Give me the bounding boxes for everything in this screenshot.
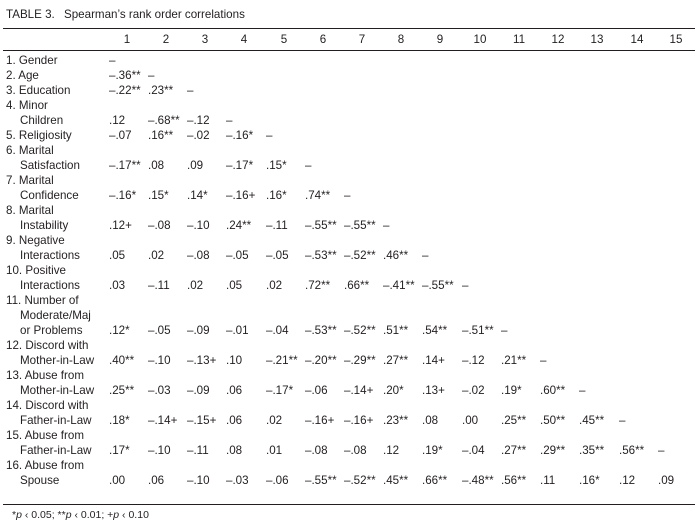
cell-r14-c9: .08	[422, 414, 439, 427]
cell-r13-c13: –	[579, 384, 586, 397]
cell-r13-c7: –.14+	[344, 384, 374, 397]
cell-r7-c5: .16*	[266, 189, 287, 202]
cell-r12-c5: –.21**	[266, 354, 298, 367]
row-label-5: 5. Religiosity	[6, 129, 72, 142]
cell-r16-c13: .16*	[579, 474, 600, 487]
cell-r11-c7: –.52**	[344, 324, 376, 337]
cell-r9-c4: –.05	[226, 249, 249, 262]
cell-r9-c2: .02	[148, 249, 165, 262]
table-caption	[6, 8, 245, 21]
cell-r9-c5: –.05	[266, 249, 289, 262]
cell-r15-c1: .17*	[109, 444, 130, 457]
row-label-3: 3. Education	[6, 84, 71, 97]
cell-r15-c6: –.08	[305, 444, 328, 457]
column-header-2: 2	[162, 33, 170, 46]
row-label-14: 14. Discord with Father-in-Law	[6, 399, 92, 427]
cell-r8-c4: .24**	[226, 219, 252, 232]
cell-r12-c9: .14+	[422, 354, 445, 367]
cell-r10-c2: –.11	[148, 279, 170, 292]
cell-r5-c2: .16**	[148, 129, 174, 142]
top-rule	[3, 28, 695, 29]
cell-r9-c8: .46**	[383, 249, 409, 262]
cell-r16-c8: .45**	[383, 474, 409, 487]
cell-r5-c1: –.07	[109, 129, 132, 142]
column-header-8: 8	[397, 33, 405, 46]
cell-r15-c4: .08	[226, 444, 243, 457]
cell-r6-c2: .08	[148, 159, 165, 172]
row-label-12: 12. Discord with Mother-in-Law	[6, 339, 95, 367]
cell-r9-c6: –.53**	[305, 249, 337, 262]
cell-r9-c1: .05	[109, 249, 126, 262]
table-number: TABLE 3.	[6, 8, 55, 21]
cell-r6-c4: –.17*	[226, 159, 254, 172]
cell-r16-c15: .09	[658, 474, 675, 487]
row-label-9: 9. Negative Interactions	[6, 234, 80, 262]
cell-r7-c4: –.16+	[226, 189, 256, 202]
row-label-11: 11. Number of Moderate/Maj or Problems	[6, 294, 91, 337]
cell-r3-c3: –	[187, 84, 194, 97]
row-label-16: 16. Abuse from Spouse	[6, 459, 84, 487]
table-title: Spearman’s rank order correlations	[64, 8, 245, 21]
column-header-7: 7	[358, 33, 366, 46]
cell-r11-c5: –.04	[266, 324, 289, 337]
row-label-15: 15. Abuse from Father-in-Law	[6, 429, 92, 457]
cell-r16-c2: .06	[148, 474, 165, 487]
cell-r15-c11: .27**	[501, 444, 527, 457]
cell-r7-c2: .15*	[148, 189, 169, 202]
row-label-6: 6. Marital Satisfaction	[6, 144, 80, 172]
cell-r14-c3: –.15+	[187, 414, 217, 427]
cell-r6-c1: –.17**	[109, 159, 141, 172]
cell-r15-c13: .35**	[579, 444, 605, 457]
cell-r12-c7: –.29**	[344, 354, 376, 367]
cell-r15-c2: –.10	[148, 444, 171, 457]
cell-r5-c5: –	[266, 129, 273, 142]
cell-r11-c3: –.09	[187, 324, 210, 337]
cell-r8-c3: –.10	[187, 219, 210, 232]
cell-r11-c4: –.01	[226, 324, 249, 337]
cell-r14-c2: –.14+	[148, 414, 178, 427]
cell-r11-c2: –.05	[148, 324, 171, 337]
cell-r16-c5: –.06	[266, 474, 289, 487]
cell-r14-c11: .25**	[501, 414, 527, 427]
cell-r15-c15: –	[658, 444, 665, 457]
cell-r8-c1: .12+	[109, 219, 132, 232]
column-header-6: 6	[319, 33, 327, 46]
cell-r13-c10: –.02	[462, 384, 485, 397]
column-header-9: 9	[436, 33, 444, 46]
cell-r10-c10: –	[462, 279, 469, 292]
bottom-rule	[3, 504, 695, 505]
cell-r15-c8: .12	[383, 444, 400, 457]
cell-r6-c5: .15*	[266, 159, 287, 172]
cell-r13-c12: .60**	[540, 384, 566, 397]
cell-r13-c9: .13+	[422, 384, 445, 397]
cell-r10-c7: .66**	[344, 279, 370, 292]
cell-r14-c8: .23**	[383, 414, 409, 427]
cell-r7-c3: .14*	[187, 189, 208, 202]
cell-r11-c11: –	[501, 324, 508, 337]
column-header-3: 3	[201, 33, 209, 46]
cell-r7-c7: –	[344, 189, 351, 202]
row-label-4: 4. Minor Children	[6, 99, 64, 127]
cell-r8-c6: –.55**	[305, 219, 337, 232]
cell-r10-c6: .72**	[305, 279, 331, 292]
row-label-7: 7. Marital Confidence	[6, 174, 79, 202]
cell-r12-c4: .10	[226, 354, 243, 367]
cell-r3-c1: –.22**	[109, 84, 141, 97]
cell-r11-c1: .12*	[109, 324, 130, 337]
cell-r4-c2: –.68**	[148, 114, 180, 127]
cell-r6-c3: .09	[187, 159, 204, 172]
cell-r13-c4: .06	[226, 384, 243, 397]
row-label-10: 10. Positive Interactions	[6, 264, 80, 292]
column-header-12: 12	[551, 33, 565, 46]
cell-r14-c13: .45**	[579, 414, 605, 427]
cell-r13-c2: –.03	[148, 384, 171, 397]
cell-r12-c1: .40**	[109, 354, 135, 367]
cell-r16-c1: .00	[109, 474, 126, 487]
cell-r16-c3: –.10	[187, 474, 210, 487]
column-header-13: 13	[590, 33, 604, 46]
cell-r13-c1: .25**	[109, 384, 135, 397]
cell-r2-c1: –.36**	[109, 69, 141, 82]
cell-r10-c4: .05	[226, 279, 243, 292]
cell-r13-c6: –.06	[305, 384, 328, 397]
cell-r15-c5: .01	[266, 444, 283, 457]
row-label-8: 8. Marital Instability	[6, 204, 69, 232]
cell-r5-c3: –.02	[187, 129, 210, 142]
cell-r4-c4: –	[226, 114, 233, 127]
cell-r10-c3: .02	[187, 279, 204, 292]
cell-r14-c6: –.16+	[305, 414, 335, 427]
cell-r5-c4: –.16*	[226, 129, 254, 142]
cell-r15-c14: .56**	[619, 444, 645, 457]
cell-r13-c11: .19*	[501, 384, 522, 397]
cell-r12-c2: –.10	[148, 354, 171, 367]
cell-r16-c12: .11	[540, 474, 556, 487]
cell-r11-c8: .51**	[383, 324, 409, 337]
column-header-15: 15	[669, 33, 683, 46]
cell-r4-c1: .12	[109, 114, 126, 127]
cell-r16-c6: –.55**	[305, 474, 337, 487]
cell-r16-c9: .66**	[422, 474, 448, 487]
column-header-5: 5	[280, 33, 288, 46]
cell-r14-c7: –.16+	[344, 414, 374, 427]
cell-r8-c7: –.55**	[344, 219, 376, 232]
cell-r9-c3: –.08	[187, 249, 210, 262]
cell-r4-c3: –.12	[187, 114, 210, 127]
cell-r15-c10: –.04	[462, 444, 485, 457]
cell-r12-c8: .27**	[383, 354, 409, 367]
cell-r15-c12: .29**	[540, 444, 566, 457]
cell-r10-c1: .03	[109, 279, 126, 292]
header-rule	[3, 50, 695, 51]
cell-r10-c9: –.55**	[422, 279, 454, 292]
cell-r13-c8: .20*	[383, 384, 404, 397]
row-label-1: 1. Gender	[6, 54, 58, 67]
cell-r12-c3: –.13+	[187, 354, 217, 367]
cell-r1-c1: –	[109, 54, 116, 67]
cell-r2-c2: –	[148, 69, 155, 82]
column-header-1: 1	[123, 33, 131, 46]
cell-r12-c6: –.20**	[305, 354, 337, 367]
cell-r8-c2: –.08	[148, 219, 171, 232]
column-header-14: 14	[630, 33, 644, 46]
cell-r13-c5: –.17*	[266, 384, 294, 397]
cell-r10-c5: .02	[266, 279, 283, 292]
cell-r11-c9: .54**	[422, 324, 448, 337]
cell-r12-c12: –	[540, 354, 547, 367]
cell-r8-c8: –	[383, 219, 390, 232]
cell-r14-c4: .06	[226, 414, 243, 427]
column-header-11: 11	[512, 33, 526, 46]
column-header-4: 4	[240, 33, 248, 46]
cell-r14-c5: .02	[266, 414, 283, 427]
cell-r14-c10: .00	[462, 414, 479, 427]
cell-r16-c14: .12	[619, 474, 636, 487]
cell-r3-c2: .23**	[148, 84, 174, 97]
cell-r11-c6: –.53**	[305, 324, 337, 337]
cell-r9-c9: –	[422, 249, 429, 262]
cell-r9-c7: –.52**	[344, 249, 376, 262]
cell-r7-c1: –.16*	[109, 189, 137, 202]
cell-r7-c6: .74**	[305, 189, 331, 202]
cell-r14-c14: –	[619, 414, 626, 427]
cell-r8-c5: –.11	[266, 219, 288, 232]
cell-r15-c3: –.11	[187, 444, 209, 457]
cell-r16-c11: .56**	[501, 474, 527, 487]
cell-r12-c10: –.12	[462, 354, 485, 367]
cell-r16-c4: –.03	[226, 474, 249, 487]
row-label-13: 13. Abuse from Mother-in-Law	[6, 369, 95, 397]
cell-r13-c3: –.09	[187, 384, 210, 397]
cell-r6-c6: –	[305, 159, 312, 172]
cell-r14-c12: .50**	[540, 414, 566, 427]
column-header-10: 10	[473, 33, 487, 46]
table-footnote: *p ‹ 0.05; **p ‹ 0.01; +p ‹ 0.10	[12, 509, 149, 521]
cell-r10-c8: –.41**	[383, 279, 415, 292]
cell-r16-c7: –.52**	[344, 474, 376, 487]
cell-r16-c10: –.48**	[462, 474, 494, 487]
cell-r15-c9: .19*	[422, 444, 443, 457]
cell-r15-c7: –.08	[344, 444, 367, 457]
cell-r11-c10: –.51**	[462, 324, 494, 337]
row-label-2: 2. Age	[6, 69, 39, 82]
cell-r12-c11: .21**	[501, 354, 527, 367]
cell-r14-c1: .18*	[109, 414, 130, 427]
